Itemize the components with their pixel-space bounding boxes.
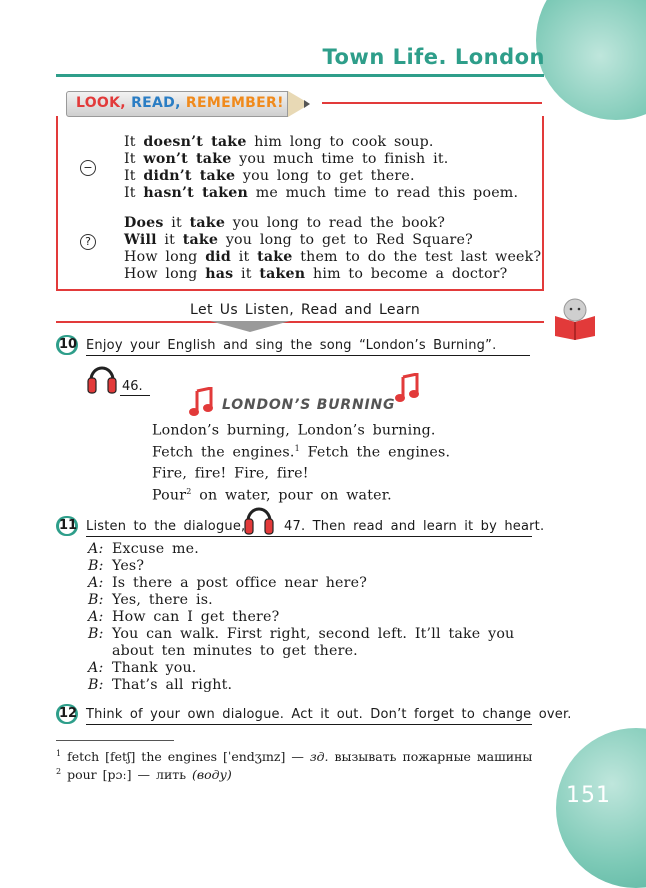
page-number: 151 bbox=[566, 783, 611, 808]
question-examples bbox=[124, 215, 541, 283]
task11-underline bbox=[86, 536, 532, 537]
negative-line: It won’t take you much time to finish it. bbox=[124, 151, 449, 167]
dialogue-line: A: How can I get there? bbox=[88, 609, 280, 625]
dialogue-line: B: You can walk. First right, second left. It’ll take you bbox=[88, 626, 515, 642]
lyric-line: Pour$^2$ on water, pour on water. bbox=[152, 487, 392, 504]
dialogue-line: A: Excuse me. bbox=[88, 541, 199, 557]
banner-read: READ, bbox=[131, 95, 181, 111]
corner-decoration-top bbox=[536, 0, 646, 120]
negative-examples bbox=[124, 134, 518, 202]
question-line: Will it take you long to get to Red Square? bbox=[124, 232, 473, 248]
corner-decoration-bottom bbox=[556, 728, 646, 888]
footnote: $^1$ fetch [fetʃ] the engines [ˈendʒɪnz] — зд. вызывать пожарные машины bbox=[56, 749, 533, 765]
task11-instruction-start: Listen to the dialogue, bbox=[86, 519, 246, 534]
song-lyrics bbox=[152, 418, 450, 505]
task11-instruction-end: 47. Then read and learn it by heart. bbox=[284, 519, 545, 534]
banner-rule bbox=[322, 102, 542, 104]
title-rule bbox=[56, 74, 544, 77]
track-underline bbox=[120, 395, 150, 396]
music-note-icon bbox=[188, 387, 214, 417]
page-title: Town Life. London bbox=[322, 45, 545, 69]
task10-instruction: Enjoy your English and sing the song “London’s Burning”. bbox=[86, 338, 497, 353]
dialogue-line: A: Thank you. bbox=[88, 660, 197, 676]
headphones-icon bbox=[87, 362, 117, 394]
minus-icon: − bbox=[80, 160, 96, 176]
task10-underline bbox=[86, 355, 530, 356]
track-number: 46. bbox=[122, 379, 143, 394]
look-read-remember-banner bbox=[66, 91, 312, 117]
banner-remember: REMEMBER! bbox=[185, 95, 284, 111]
lyric-line: Fetch the engines.$^1$ Fetch the engines. bbox=[152, 443, 451, 461]
question-icon: ? bbox=[80, 234, 96, 250]
pencil-lead bbox=[304, 100, 310, 108]
dialogue-line: B: Yes? bbox=[88, 558, 145, 574]
dialogue bbox=[88, 541, 514, 694]
dialogue-line: B: Yes, there is. bbox=[88, 592, 213, 608]
section-rule bbox=[56, 321, 544, 323]
task-number-badge: 12 bbox=[56, 704, 78, 724]
task-number-badge: 10 bbox=[56, 335, 78, 355]
footnote-rule bbox=[56, 740, 174, 741]
section-title: Let Us Listen, Read and Learn bbox=[190, 302, 421, 318]
negative-line: It hasn’t taken me much time to read this poem. bbox=[124, 185, 519, 201]
footnote: $^2$ pour [pɔː] — лить (воду) bbox=[56, 767, 232, 783]
task-number-badge: 11 bbox=[56, 516, 78, 536]
negative-line: It doesn’t take him long to cook soup. bbox=[124, 134, 434, 150]
footnotes bbox=[56, 746, 532, 782]
dialogue-line: B: That’s all right. bbox=[88, 677, 233, 693]
banner-text bbox=[76, 95, 284, 111]
music-note-icon bbox=[394, 373, 420, 403]
question-line: How long has it taken him to become a doctor? bbox=[124, 266, 508, 282]
song-title: LONDON’S BURNING bbox=[222, 397, 396, 413]
section-arrow-icon bbox=[210, 321, 290, 332]
question-line: Does it take you long to read the book? bbox=[124, 215, 446, 231]
lyric-line: Fire, fire! Fire, fire! bbox=[152, 466, 309, 483]
lyric-line: London’s burning, London’s burning. bbox=[152, 422, 436, 439]
headphones-icon bbox=[244, 503, 274, 535]
banner-look: LOOK, bbox=[76, 95, 126, 111]
reading-boy-icon bbox=[552, 296, 598, 340]
task12-underline bbox=[86, 724, 532, 725]
task12-instruction: Think of your own dialogue. Act it out. Don’t forget to change over. bbox=[86, 707, 572, 722]
negative-line: It didn’t take you long to get there. bbox=[124, 168, 415, 184]
dialogue-line: A: Is there a post office near here? bbox=[88, 575, 368, 591]
question-line: How long did it take them to do the test last week? bbox=[124, 249, 542, 265]
dialogue-line: about ten minutes to get there. bbox=[112, 643, 358, 659]
